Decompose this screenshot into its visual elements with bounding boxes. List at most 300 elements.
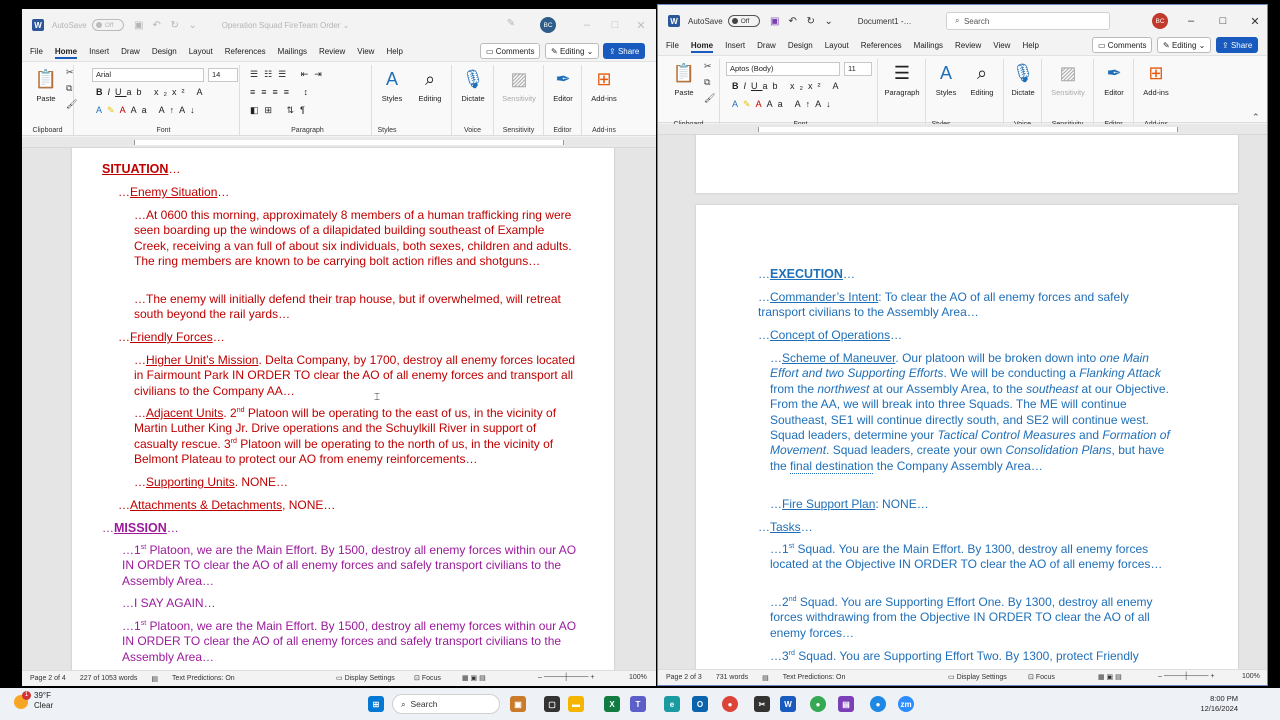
fire-support-text: : NONE… [875,497,929,511]
share-label: Share [1230,40,1253,50]
notification-badge: 1 [22,691,31,700]
avatar[interactable]: BC [540,17,556,33]
customize-chevron-icon[interactable]: ⌄ [824,15,833,27]
font-name-combo[interactable]: Aptos (Body) [726,62,840,76]
task-text: …2 [770,595,789,609]
ellipsis: … [758,520,770,534]
word-app-icon: W [668,15,680,27]
commanders-intent-paragraph [758,290,1178,321]
menu-insert[interactable]: Insert [89,46,110,56]
shading-buttons[interactable]: ◧⊞ ⇅¶ [250,105,311,115]
chevron-down-icon: ⌄ [1196,40,1206,50]
avatar[interactable]: BC [1152,13,1168,29]
edge-icon[interactable]: e [664,696,680,712]
font-format-buttons[interactable]: BIUab x₂x² A [96,87,208,97]
right-titlebar [658,5,1267,37]
menu-home[interactable]: Home [691,38,713,53]
focus-button[interactable] [414,674,441,682]
magnifier-icon: ⌕ [976,62,988,83]
dictate-button[interactable] [1003,61,1043,97]
editor-btn-label: Editor [553,94,573,103]
left-ribbon [22,61,656,136]
menu-help[interactable]: Help [1022,40,1039,50]
ellipsis: … [770,351,782,365]
menu-file[interactable]: File [666,40,679,50]
task-text: Squad. You are the Main Effort. By 1300, destroy all enemy forces located at the Objective IN ORDER TO clear the AO of all enemy forces… [770,542,1163,572]
focus-icon: ⊡ [1028,674,1036,681]
microphone-icon: 🎙 [461,68,485,89]
excel-icon[interactable]: X [604,696,620,712]
ellipsis: … [166,521,179,535]
ellipsis: … [118,185,130,199]
styles-group [926,59,1004,129]
task-2-paragraph [770,595,1178,641]
mission-text-a: …1 [122,543,141,557]
close-button[interactable]: ✕ [636,19,646,32]
font-color-buttons[interactable]: A✎AAa A↑A↓ [96,105,200,115]
mission-title: MISSION [114,521,167,535]
comments-label: Comments [495,46,535,56]
document-area [658,135,1267,669]
styles-group [372,65,452,135]
autosave-toggle[interactable] [728,15,760,27]
left-word-window [22,9,656,686]
adjacent-text-b: Platoon will be operating to the east of us, in the vicinity of Martin Luther King Jr. Drive operations and the Schuylkill River in support of casualty rescue. 3 [134,406,557,451]
right-statusbar [658,669,1267,685]
autosave-toggle[interactable] [92,19,124,31]
dictate-label: Dictate [1011,88,1035,97]
ellipsis: … [842,267,855,281]
tasks-title: Tasks [770,520,801,534]
paste-button[interactable] [664,61,704,97]
zoom-level[interactable]: 100% [1242,673,1260,680]
editor-button[interactable] [1094,61,1134,97]
superscript: st [140,544,147,551]
editor-pen-icon: ✒ [555,68,571,89]
editor-label: Editor [553,127,572,134]
horizontal-ruler[interactable] [658,124,1267,135]
view-buttons[interactable]: ▦ ▣ ▤ [462,675,486,682]
copy-icon[interactable]: ⧉ [704,77,711,87]
superscript: nd [788,596,797,603]
say-again-paragraph: …I SAY AGAIN… [122,596,216,610]
styles-label: Styles [377,127,397,134]
undo-icon[interactable]: ↶ [788,15,797,27]
addins-grid-icon: ⊞ [1148,62,1164,83]
friendly-forces-title: Friendly Forces [130,330,213,344]
display-settings-label: Display Settings [956,674,1007,681]
styles-button[interactable] [926,61,966,97]
maximize-button[interactable]: □ [1219,15,1227,27]
text-predictions[interactable]: Text Predictions: On [782,674,846,681]
task-1-paragraph [770,542,1178,573]
menu-references[interactable]: References [860,40,902,50]
microphone-icon: 🎙 [1011,62,1035,83]
scheme-text: . Our platoon will be broken down into [895,351,1100,365]
clipboard-group [22,65,78,135]
autosave-label: AutoSave [52,20,87,30]
toggle-dot-icon [732,18,738,24]
mission-text-a: …1 [122,619,141,633]
font-group [88,65,240,135]
page-count[interactable]: Page 2 of 4 [30,675,66,682]
scheme-text: . We will be conducting a [943,366,1080,381]
right-menubar [658,35,1267,55]
menu-draw[interactable]: Draw [121,46,140,56]
styles-icon: A [385,68,398,89]
document-page[interactable] [72,148,614,670]
editing-button[interactable] [410,67,450,103]
menu-review[interactable]: Review [955,40,982,50]
paste-button[interactable] [26,67,66,103]
menu-view[interactable]: View [357,46,375,56]
attachments-text: , NONE… [282,498,336,512]
ellipsis: … [217,185,230,199]
display-settings[interactable] [948,673,1007,681]
adjacent-text-a: . 2 [223,406,237,420]
editor-button[interactable] [543,67,583,103]
sensitivity-btn-label: Sensitivity [1051,88,1085,97]
menu-mailings[interactable]: Mailings [913,40,944,50]
scheme-underlined: final destination [790,458,874,473]
share-button[interactable] [1216,37,1258,53]
font-name-combo[interactable]: Arial [92,68,204,82]
share-label: Share [617,46,640,56]
share-button[interactable] [603,43,645,59]
autosave-label: AutoSave [688,16,723,26]
intent-label: Commander’s Intent [770,290,879,304]
enemy-situation-heading [118,185,229,200]
weather-widget[interactable] [14,691,53,711]
font-format-buttons[interactable]: BIUab x₂x² A [732,81,844,91]
customize-chevron-icon[interactable]: ⌄ [188,19,197,31]
mission-heading [102,521,179,536]
task-text: Squad. You are Supporting Effort Two. By 1300, protect Friendly [794,649,1139,663]
tasks-heading [758,520,813,535]
save-icon[interactable]: ▣ [769,15,780,27]
ellipsis: … [102,521,114,535]
scheme-italic: Flanking Attack [1079,366,1161,381]
word-app-icon: W [32,19,44,31]
document-title[interactable]: Document1 -… [857,16,912,26]
sensitivity-group [494,65,544,135]
ellipsis: … [134,406,146,420]
higher-unit-text: . Delta Company, by 1700, destroy all enemy forces located in Fairmount Park IN ORDER TO clear the AO of all enemy forces and transport all civilians to the Company AA… [134,353,576,398]
scheme-text: the Company Assembly Area… [873,458,1043,473]
search-icon: ⌕ [401,698,411,709]
file-explorer-icon[interactable]: ▬ [568,696,584,712]
menu-design[interactable]: Design [787,40,813,50]
ellipsis: … [168,162,181,176]
ruler-text-area [134,140,564,145]
addins-label: Add-ins [592,127,616,134]
scheme-text: , but have the [770,443,1165,473]
list-buttons[interactable]: ☰☷☰ ⇤⇥ [250,69,328,79]
redo-icon[interactable]: ↻ [170,19,179,31]
editing-btn-label: Editing [970,88,994,97]
paste-icon: 📋 [672,62,696,83]
adjacent-units-label: Adjacent Units [146,406,224,420]
comments-button[interactable] [1092,37,1152,53]
scheme-italic: Consolidation Plans [1005,443,1112,458]
scheme-italic: Formation of Movement [770,428,1170,458]
paragraph-icon: ☰ [893,62,911,83]
superscript: rd [230,437,237,445]
sensitivity-button[interactable] [499,67,539,103]
left-statusbar [22,670,656,686]
menu-layout[interactable]: Layout [188,46,213,56]
styles-label-btn: Styles [935,88,957,97]
paste-icon: 📋 [34,68,58,89]
format-painter-icon[interactable]: 🖌 [704,93,716,103]
share-icon: ⇪ [1222,40,1231,50]
clock-time: 8:00 PM [1210,694,1238,703]
ellipsis: … [800,520,813,534]
addins-button[interactable] [1136,61,1176,97]
sensitivity-label: Sensitivity [502,127,535,134]
styles-icon: A [939,62,952,83]
menu-home[interactable]: Home [55,44,77,59]
higher-unit-label: Higher Unit’s Mission [146,353,259,367]
supporting-units-label: Supporting Units [146,475,235,489]
minimize-button[interactable]: – [583,19,591,31]
outlook-icon[interactable]: O [692,696,708,712]
superscript: nd [236,407,245,414]
collapse-ribbon-icon[interactable]: ⌃ [1252,112,1260,122]
menu-review[interactable]: Review [319,46,346,56]
title-chevron-icon[interactable]: ⌄ [340,20,350,30]
sensitivity-btn-label: Sensitivity [502,94,536,103]
addins-btn-label: Add-ins [1143,88,1169,97]
scheme-text: from the [770,381,818,396]
clipboard-label: Clipboard [32,127,63,134]
start-windows-icon[interactable]: ⊞ [368,696,384,712]
chrome-alt-icon[interactable]: ● [870,696,886,712]
menu-layout[interactable]: Layout [824,40,849,50]
voice-group [1004,59,1042,129]
word-count[interactable]: 227 of 1053 words [79,675,138,682]
fire-support-paragraph [770,497,929,512]
zoom-app-icon[interactable]: zm [898,696,914,712]
editing-button[interactable] [962,61,1002,97]
addins-group [582,65,626,135]
right-word-window [657,4,1268,686]
taskbar-search-input[interactable] [392,694,500,714]
mission-paragraph-2 [122,619,584,665]
task-3-paragraph [770,649,1178,664]
document-page[interactable] [696,205,1238,669]
menu-references[interactable]: References [224,46,266,56]
font-size-combo[interactable]: 14 [208,68,238,82]
editing-label: Editing [1171,40,1197,50]
undo-icon[interactable]: ↶ [152,19,161,31]
addins-btn-label: Add-ins [591,94,617,103]
snipping-tool-icon[interactable]: ✂ [754,696,770,712]
supporting-units-paragraph [134,475,288,490]
spellcheck-icon[interactable]: ▤ [151,675,159,683]
sensitivity-icon: ▨ [510,68,528,89]
friendly-forces-heading [118,330,225,345]
display-settings-label: Display Settings [344,675,395,682]
pen-icon[interactable]: ✎ [506,18,516,29]
styles-label-btn: Styles [381,94,403,103]
right-ribbon [658,55,1267,123]
paragraph-group [244,65,372,135]
text-predictions[interactable]: Text Predictions: On [172,675,235,682]
teams-icon[interactable]: T [630,696,646,712]
editing-label: Editing [559,46,585,56]
adjacent-units-paragraph [134,406,582,468]
ellipsis: … [758,290,770,304]
focus-icon: ⊡ [414,675,422,682]
zoom-slider[interactable]: – ────┼──── + [538,674,595,681]
chevron-down-icon: ⌄ [584,46,594,56]
format-painter-icon[interactable]: 🖌 [66,99,78,109]
chrome-icon[interactable]: ● [722,696,738,712]
temperature: 39°F [34,691,51,700]
clipboard-group [658,59,720,129]
enemy-paragraph-1: …At 0600 this morning, approximately 8 members of a human trafficking ring were seen boarding up the windows of a dilapidated building southeast of Example Creek, receiving a van full of about six individuals, both sexes, children and adults. The ring members are known to be carrying bolt action rifles and shotguns… [134,208,572,269]
superscript: st [140,620,147,627]
comment-icon: ▭ [1098,40,1108,50]
system-clock[interactable] [1200,694,1238,714]
scheme-italic: northwest [817,381,870,396]
addins-group [1134,59,1178,129]
display-settings[interactable] [336,674,395,682]
menu-view[interactable]: View [993,40,1011,50]
task-text: Squad. You are Supporting Effort One. By 1300, destroy all enemy forces withdrawing from the Objective IN ORDER TO clear the AO of all enemy forces… [770,595,1153,640]
taskbar-search-placeholder: Search [410,699,438,709]
editing-mode-button[interactable] [1157,37,1211,53]
superscript: rd [788,650,795,657]
paragraph-button[interactable] [882,61,922,97]
menu-file[interactable]: File [30,46,43,56]
mission-text-b: Platoon, we are the Main Effort. By 1500, destroy all enemy forces within our AO IN ORDER TO clear the AO of all enemy forces and safely transport civilians to the Assembly Area… [122,543,577,588]
execution-title: EXECUTION [770,267,843,281]
copy-icon[interactable]: ⧉ [66,83,73,93]
ruler-text-area [758,127,1178,132]
left-titlebar [22,9,656,41]
styles-button[interactable] [372,67,412,103]
ellipsis: … [134,353,146,367]
left-menubar [22,41,656,61]
cut-icon[interactable]: ✂ [66,67,74,77]
cut-icon[interactable]: ✂ [704,61,712,71]
close-button[interactable]: ✕ [1250,15,1260,28]
menu-insert[interactable]: Insert [725,40,746,50]
comments-button[interactable] [480,43,540,59]
page-count[interactable]: Page 2 of 3 [666,674,702,681]
horizontal-ruler[interactable] [22,137,656,148]
task-text: …1 [770,542,789,556]
word-taskbar-icon[interactable]: W [780,696,796,712]
ellipsis: … [758,267,770,281]
ellipsis: … [758,328,770,342]
font-label: Font [156,127,171,134]
scheme-italic: southeast [1026,381,1079,396]
addins-button[interactable] [584,67,624,103]
situation-heading [102,162,180,177]
view-buttons[interactable]: ▦ ▣ ▤ [1098,674,1122,681]
app-icon[interactable]: ▤ [838,696,854,712]
paste-label: Paste [36,94,56,103]
menu-draw[interactable]: Draw [757,40,776,50]
search-placeholder: Search [963,16,990,26]
comment-icon: ▭ [486,46,496,56]
ellipsis: … [770,497,782,511]
zoom-slider[interactable]: – ────┼──── + [1158,673,1215,680]
editing-mode-button[interactable] [545,43,599,59]
spellcheck-icon[interactable]: ▤ [762,674,769,682]
document-title[interactable]: Operation Squad FireTeam Order [221,20,341,30]
display-icon: ▭ [336,675,345,682]
focus-label: Focus [1035,674,1055,681]
supporting-units-text: . NONE… [234,475,289,489]
share-icon: ⇪ [609,46,618,56]
weather-condition: Clear [34,701,54,710]
scheme-text: at our Objective. From the AA, we will break into three Squads. The ME will continue Southeast, SE1 will continue directly south, and SE2 will continue west. Squad leaders, determine your [770,381,1169,443]
sensitivity-button[interactable] [1048,61,1088,97]
concept-of-operations-heading [758,328,902,343]
ellipsis: … [212,330,225,344]
edit-icon: ✎ [1163,40,1172,50]
scheme-italic: one Main Effort and two Supporting Efforts [770,351,1149,381]
chrome-profile-icon[interactable]: ● [810,696,826,712]
word-count[interactable]: 731 words [715,674,749,681]
previous-page-bottom[interactable] [696,135,1238,193]
editor-btn-label: Editor [1104,88,1124,97]
task-text: …3 [770,649,789,663]
paragraph-group [880,59,926,129]
toggle-dot-icon [96,22,102,28]
adjacent-text-c: Platoon will be operating to the north of us, in the vicinity of Belmont Plateau to protect our AO from enemy reinforcements… [134,436,554,467]
paste-label: Paste [674,88,694,97]
briefcase-icon[interactable]: ▣ [510,696,526,712]
ellipsis: … [118,498,130,512]
higher-unit-paragraph [134,353,582,399]
execution-heading [758,267,855,282]
focus-button[interactable] [1028,673,1055,681]
attachments-paragraph [118,498,335,513]
align-buttons[interactable]: ≡≡≡≡ ↕ [250,87,315,97]
mission-text-b: Platoon, we are the Main Effort. By 1500, destroy all enemy forces within our AO IN ORDER TO clear the AO of all enemy forces and safely transport civilians to the Assembly Area… [122,619,577,664]
ellipsis: … [134,475,146,489]
sensitivity-icon: ▨ [1059,62,1077,83]
menu-mailings[interactable]: Mailings [277,46,308,56]
menu-help[interactable]: Help [386,46,403,56]
dictate-label: Dictate [461,94,485,103]
save-icon[interactable]: ▣ [133,19,144,31]
dictate-button[interactable] [453,67,493,103]
scheme-of-maneuver-paragraph [770,351,1178,474]
font-color-buttons[interactable]: A✎AAa A↑A↓ [732,99,836,109]
task-view-icon[interactable]: ▢ [544,696,560,712]
minimize-button[interactable]: – [1187,15,1195,27]
maximize-button[interactable]: □ [611,19,619,31]
font-size-combo[interactable]: 11 [844,62,872,76]
editor-group [1094,59,1134,129]
zoom-level[interactable]: 100% [629,674,647,681]
mission-paragraph-1 [122,543,584,589]
menu-design[interactable]: Design [151,46,177,56]
focus-label: Focus [421,675,441,682]
scheme-label: Scheme of Maneuver [782,351,896,365]
search-input[interactable] [946,12,1110,30]
redo-icon[interactable]: ↻ [806,15,815,27]
addins-grid-icon: ⊞ [596,68,612,89]
scheme-text: . Squad leaders, create your own [826,443,1006,458]
magnifier-icon: ⌕ [424,68,436,89]
